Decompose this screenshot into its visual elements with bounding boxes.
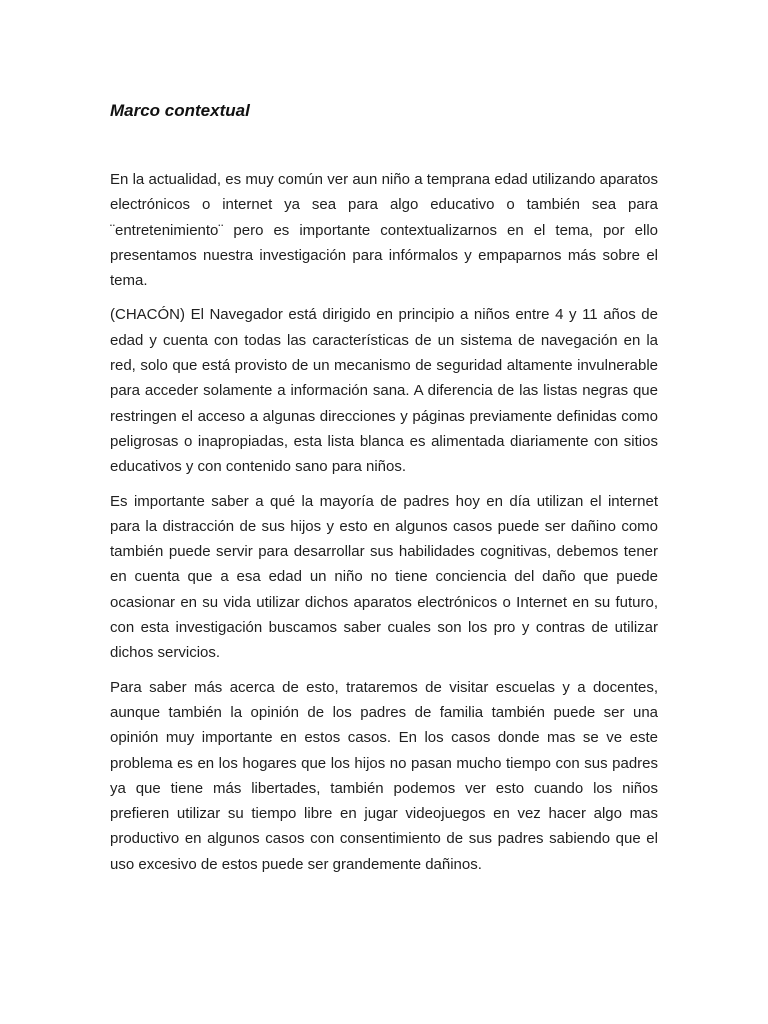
- paragraph-intro: En la actualidad, es muy común ver aun niño a temprana edad utilizando aparatos electrónicos o internet ya sea para algo educativo o también sea para ¨entretenimiento¨ pero es importante contextualizarnos en el tema, por ello presentamos nuestra investigación para infórmalos y empaparnos más sobre el tema.: [110, 171, 658, 290]
- section-heading: Marco contextual: [110, 101, 250, 120]
- document-body: [110, 167, 658, 877]
- paragraph-chacon-navigator: (CHACÓN) El Navegador está dirigido en principio a niños entre 4 y 11 años de edad y cuenta con todas las características de un sistema de navegación en la red, solo que está provisto de un mecanismo de seguridad altamente invulnerable para acceder solamente a información sana. A diferencia de las listas negras que restringen el acceso a algunas direcciones y páginas previamente definidas como peligrosas o inapropiadas, esta lista blanca es alimentada diariamente con sitios educativos y con contenido sano para niños.: [110, 306, 658, 476]
- paragraph-research-plan: Para saber más acerca de esto, trataremos de visitar escuelas y a docentes, aunque también la opinión de los padres de familia también puede ser una opinión muy importante en estos casos. En los casos donde mas se ve este problema es en los hogares que los hijos no pasan mucho tiempo con sus padres ya que tiene más libertades, también podemos ver esto cuando los niños prefieren utilizar su tiempo libre en jugar videojuegos en vez hacer algo mas productivo en algunos casos con consentimiento de sus padres sabiendo que el uso excesivo de estos puede ser grandemente dañinos.: [110, 678, 658, 873]
- paragraph-internet-use: Es importante saber a qué la mayoría de padres hoy en día utilizan el internet para la distracción de sus hijos y esto en algunos casos puede ser dañino como también puede servir para desarrollar sus habilidades cognitivas, debemos tener en cuenta que a esa edad un niño no tiene conciencia del daño que puede ocasionar en su vida utilizar dichos aparatos electrónicos o Internet en su futuro, con esta investigación buscamos saber cuales son los pro y contras de utilizar dichos servicios.: [110, 492, 658, 662]
